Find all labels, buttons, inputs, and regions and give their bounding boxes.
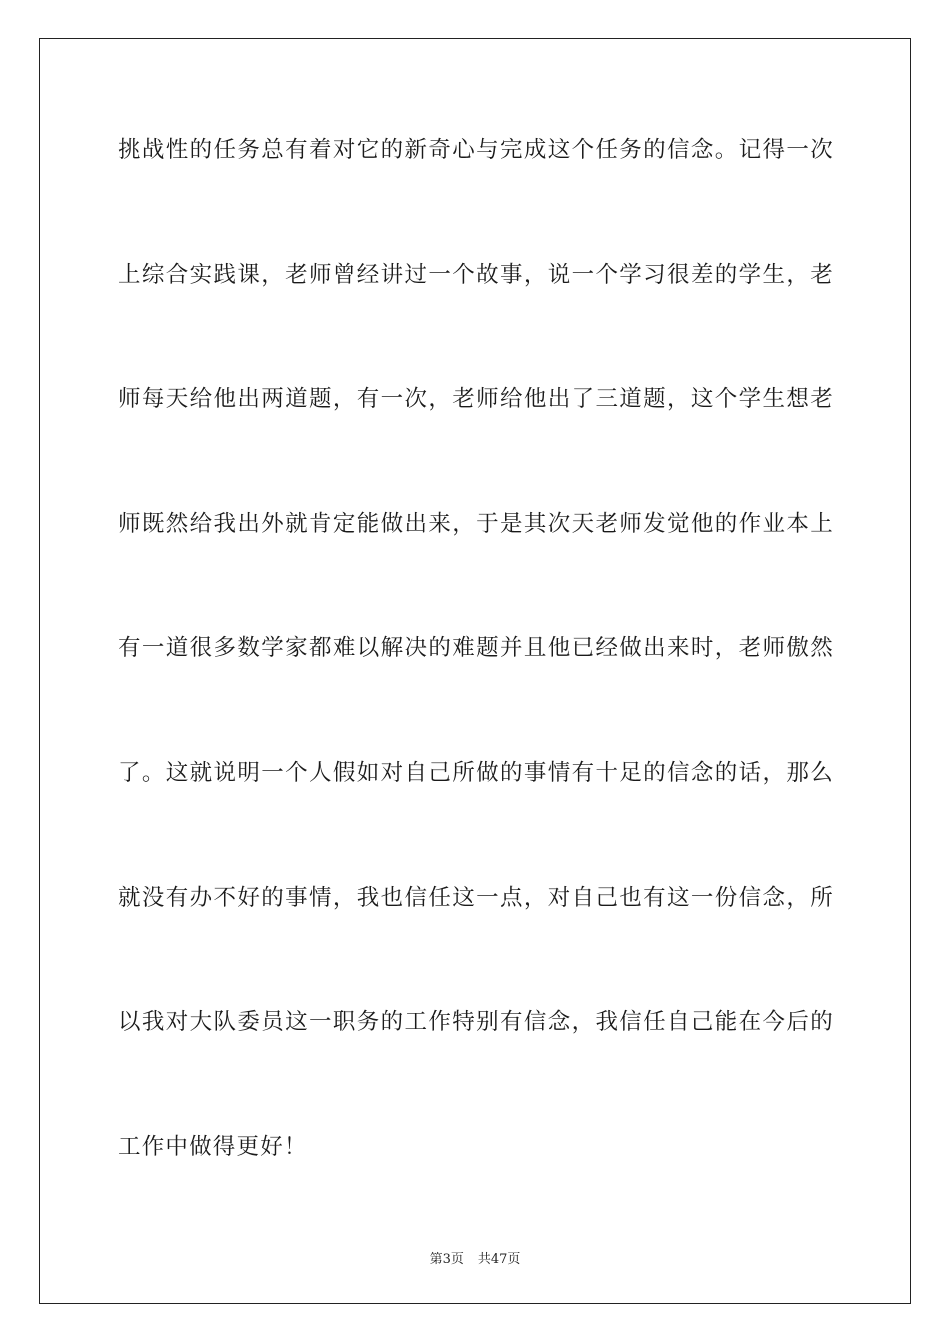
page-number-total: 共47页 (477, 1252, 521, 1267)
text-line-1: 挑战性的任务总有着对它的新奇心与完成这个任务的信念。记得一次 (118, 137, 834, 163)
document-body (118, 130, 834, 1251)
text-line-6: 了。这就说明一个人假如对自己所做的事情有十足的信念的话，那么 (118, 759, 834, 786)
text-line-8: 以我对大队委员这一职务的工作特别有信念，我信任自己能在今后的 (118, 1009, 834, 1036)
page-footer (0, 1248, 950, 1267)
text-line-9: 工作中做得更好！ (118, 1133, 308, 1160)
text-line-4: 师既然给我出外就肯定能做出来，于是其次天老师发觉他的作业本上 (118, 510, 834, 537)
text-line-2: 上综合实践课，老师曾经讲过一个故事，说一个学习很差的学生，老 (118, 261, 834, 288)
text-line-7: 就没有办不好的事情，我也信任这一点，对自己也有这一份信念，所 (118, 884, 834, 911)
page-number-current: 第3页 (429, 1252, 464, 1267)
text-line-5: 有一道很多数学家都难以解决的难题并且他已经做出来时，老师傲然 (118, 635, 834, 662)
text-line-3: 师每天给他出两道题，有一次，老师给他出了三道题，这个学生想老 (118, 386, 834, 413)
